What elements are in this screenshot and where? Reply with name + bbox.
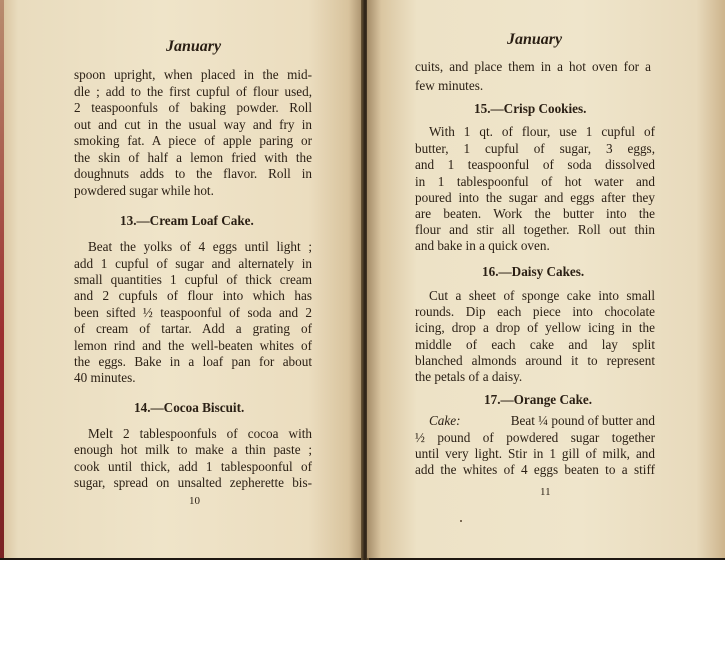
text-line: add the whites of 4 eggs beaten to a stiff: [415, 462, 655, 477]
page-number: 11: [540, 486, 551, 498]
text-line: few minutes.: [415, 78, 484, 93]
text-line: Melt 2 tablespoonfuls of cocoa with: [88, 426, 312, 441]
text-line: of cream of tartar. Add a grating of: [74, 321, 312, 336]
text-line: enough hot milk to make a thin paste ;: [74, 442, 312, 457]
text-line: and 2 cupfuls of flour into which has: [74, 288, 312, 303]
text-line: blanched almonds around it to represent: [415, 353, 655, 368]
text-line: the skin of half a lemon fried with the: [74, 150, 312, 165]
text-line: middle of each cake and lay split: [415, 337, 655, 352]
text-line: 40 minutes.: [74, 370, 136, 385]
text-line: small quantities 1 cupful of thick cream: [74, 272, 312, 287]
text-line: and 1 teaspoonful of soda dissolved: [415, 157, 655, 172]
text-line: out and cut in the usual way and fry in: [74, 117, 312, 132]
recipe-heading: 13.—Cream Loaf Cake.: [120, 213, 254, 228]
text-line: cook until thick, add 1 tablespoonful of: [74, 459, 312, 474]
page-number: 10: [189, 495, 200, 507]
text-line: and bake in a quick oven.: [415, 238, 550, 253]
text-line: butter, 1 cupful of sugar, 3 eggs,: [415, 141, 655, 156]
text-line: rounds. Dip each piece into chocolate: [415, 304, 655, 319]
running-head: January: [166, 38, 222, 55]
text-line: doughnuts adds to the flavor. Roll in: [74, 166, 312, 181]
running-head: January: [507, 31, 563, 48]
recipe-heading: 15.—Crisp Cookies.: [474, 101, 587, 116]
text-line: Cut a sheet of sponge cake into small: [429, 288, 655, 303]
text-line: [429, 413, 655, 430]
italic-lead: Cake:: [429, 413, 461, 428]
text-line: are beaten. Work the butter into the: [415, 206, 655, 221]
book-edge: [0, 0, 4, 558]
text-line: poured into the sugar and eggs after they: [415, 190, 655, 205]
text-line: until very light. Stir in 1 gill of milk, and: [415, 446, 655, 461]
text-run: Beat ¼ pound of butter and: [510, 413, 655, 428]
left-page: [0, 0, 363, 558]
text-line: Beat the yolks of 4 eggs until light ;: [88, 239, 312, 254]
text-line: smoking fat. A piece of apple paring or: [74, 133, 312, 148]
text-line: 2 teaspoonfuls of baking powder. Roll: [74, 100, 312, 115]
recipe-heading: 16.—Daisy Cakes.: [482, 264, 585, 279]
text-line: ½ pound of powdered sugar together: [415, 430, 655, 445]
text-line: flour and stir all together. Roll out thin: [415, 222, 655, 237]
right-page: [367, 0, 725, 558]
text-line: dle ; add to the first cupful of flour used,: [74, 84, 312, 99]
recipe-heading: 14.—Cocoa Biscuit.: [134, 400, 245, 415]
text-line: add 1 cupful of sugar and alternately in: [74, 256, 312, 271]
paper-fleck: [460, 520, 462, 522]
text-line: the petals of a daisy.: [415, 369, 523, 384]
recipe-heading: 17.—Orange Cake.: [484, 392, 593, 407]
text-line: powdered sugar while hot.: [74, 183, 214, 198]
text-line: the eggs. Bake in a loaf pan for about: [74, 354, 312, 369]
text-line: sugar, spread on unsalted zepherette bis-: [74, 475, 312, 490]
text-line: been sifted ½ teaspoonful of soda and 2: [74, 305, 312, 320]
text-line: spoon upright, when placed in the mid-: [74, 67, 312, 82]
text-line: in 1 tablespoonful of hot water and: [415, 174, 655, 189]
text-line: With 1 qt. of flour, use 1 cupful of: [429, 124, 655, 139]
text-line: cuits, and place them in a hot oven for a: [415, 59, 651, 74]
text-line: icing, drop a drop of yellow icing in the: [415, 320, 655, 335]
text-line: lemon rind and the well-beaten whites of: [74, 338, 312, 353]
